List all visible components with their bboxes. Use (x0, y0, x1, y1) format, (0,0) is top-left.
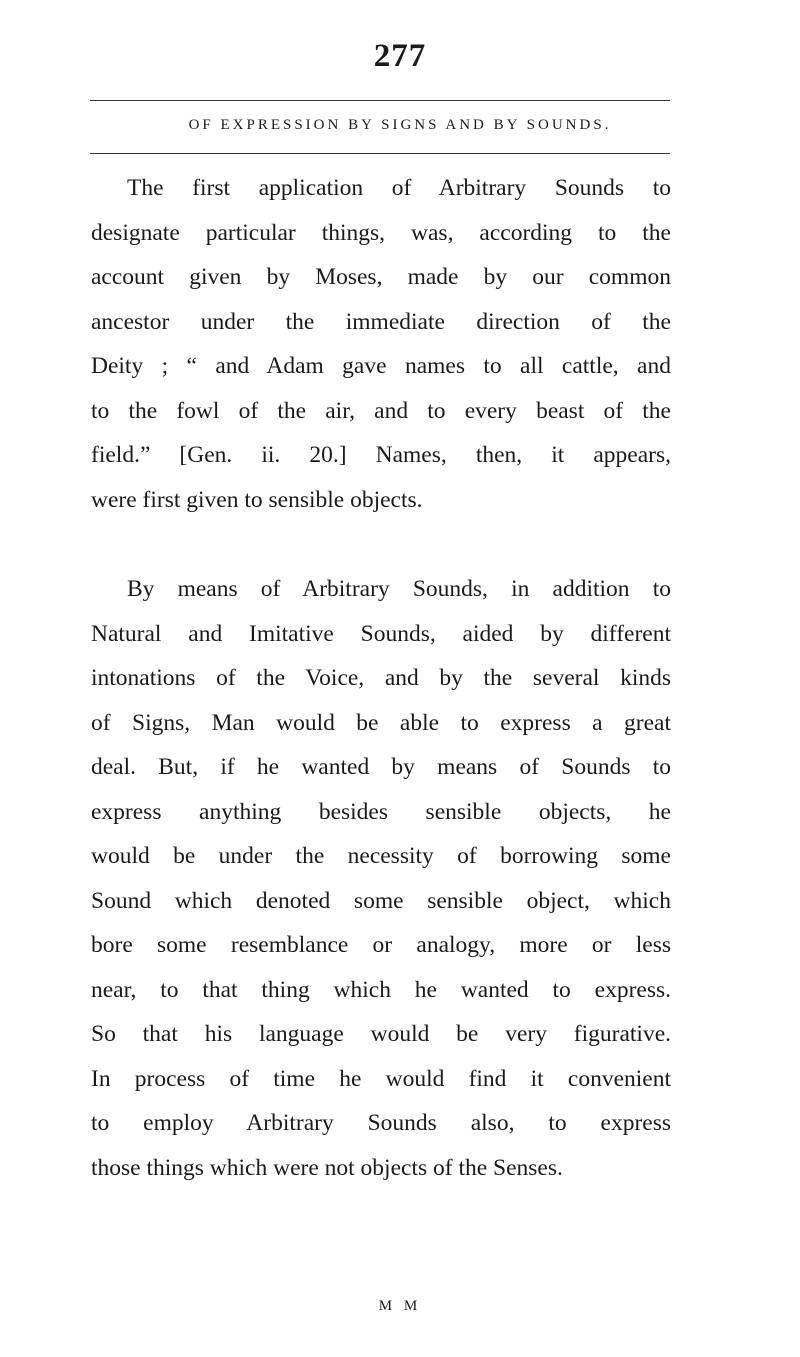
paragraph-line: express anything besides sensible objects, he (91, 798, 671, 825)
paragraph-line: ancestor under the immediate direction of the (91, 308, 671, 335)
page-number: 277 (373, 38, 427, 74)
paragraph-line: bore some resemblance or analogy, more or less (91, 932, 671, 958)
paragraph-line: to employ Arbitrary Sounds also, to express (91, 1110, 671, 1136)
paragraph-line: would be under the necessity of borrowing some (91, 843, 671, 869)
header-rule-bottom (90, 153, 670, 154)
paragraph-line: field.” [Gen. ii. 20.] Names, then, it appears, (91, 442, 671, 468)
paragraph-1 (91, 166, 671, 522)
running-head: OF EXPRESSION BY SIGNS AND BY SOUNDS. (188, 117, 612, 133)
paragraph-line: The first application of Arbitrary Sounds to (127, 175, 671, 201)
signature-mark: M M (378, 1298, 422, 1314)
paragraph-line: near, to that thing which he wanted to express. (91, 976, 671, 1003)
paragraph-line: to the fowl of the air, and to every beast of the (91, 397, 671, 424)
paragraph-line: intonations of the Voice, and by the several kinds (91, 665, 671, 691)
paragraph-line: designate particular things, was, according to the (91, 219, 671, 246)
paragraph-line: In process of time he would find it convenient (91, 1065, 671, 1092)
paragraph-line: were first given to sensible objects. (91, 486, 423, 513)
header-rule-top (90, 100, 670, 101)
paragraph-line: deal. But, if he wanted by means of Sounds to (91, 754, 671, 780)
paragraph-line: of Signs, Man would be able to express a great (91, 709, 671, 736)
paragraph-2 (91, 567, 671, 1190)
paragraph-line: those things which were not objects of the Senses. (91, 1154, 563, 1181)
paragraph-line: Sound which denoted some sensible object, which (91, 887, 671, 914)
paragraph-line: By means of Arbitrary Sounds, in addition to (127, 576, 671, 602)
paragraph-line: account given by Moses, made by our common (91, 264, 671, 290)
paragraph-line: Deity ; “ and Adam gave names to all cattle, and (91, 353, 671, 379)
paragraph-line: Natural and Imitative Sounds, aided by different (91, 620, 671, 647)
paragraph-line: So that his language would be very figurative. (91, 1021, 671, 1047)
